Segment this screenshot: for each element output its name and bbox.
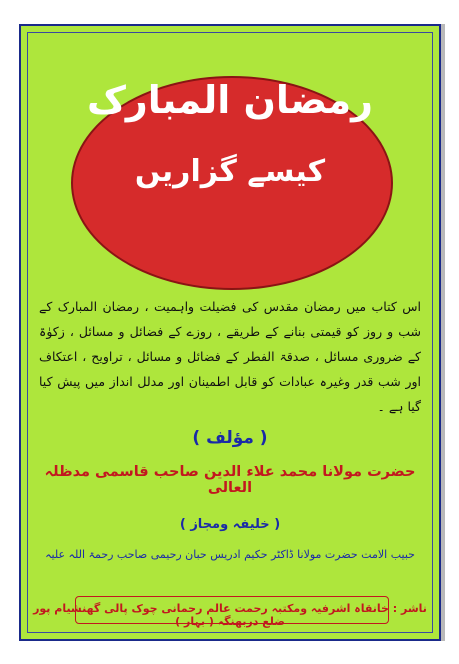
page-shadow — [441, 24, 445, 641]
habib-line: حبیب الامت حضرت مولانا ڈاکٹر حکیم ادریس حبان رحیمی صاحب رحمۃ اللہ علیہ — [45, 548, 415, 561]
publisher-text: ناشر : خانقاہ اشرفیہ ومکتبہ رحمت عالم رحمانی چوک پالی گھنشیام پور ضلع دربھنگہ ( بہار ) — [33, 602, 427, 628]
book-subtitle: کیسے گزاریں — [134, 154, 326, 189]
book-title: رمضان المبارک — [86, 78, 374, 122]
khalifa-label: ( خلیفہ ومجاز ) — [179, 517, 281, 532]
author-label: ( مؤلف ) — [192, 428, 268, 448]
book-description: اس کتاب میں رمضان مقدس کی فضیلت واہمیت ، رمضان المبارک کے شب و روز کو قیمتی بنانے کے طریقے ، روزے کے فضائل و مسائل ، زکوٰۃ کے ضروری مسائل ، صدقۃ الفطر کے فضائل و مسائل ، تراویح ، اعتکاف اور شب قدر وغیرہ عبادات کو قابل اطمینان اور مدلل انداز میں پیش کیا گیا ہے ۔ — [39, 299, 421, 414]
author-name: حضرت مولانا محمد علاء الدین صاحب قاسمی مدظلہ العالی — [44, 464, 416, 496]
book-cover — [19, 24, 441, 641]
